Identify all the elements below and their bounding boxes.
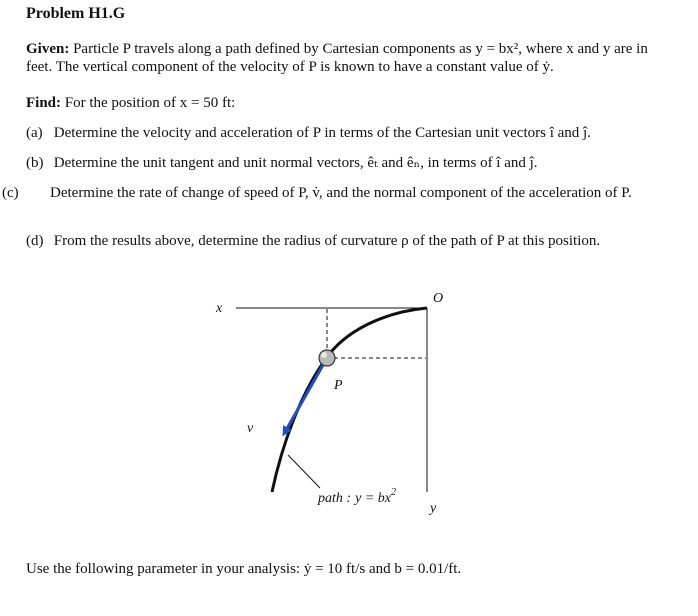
x-axis-label: x bbox=[216, 301, 223, 316]
task-text-a: Determine the velocity and acceleration of P in terms of the Cartesian unit vectors î and ĵ. bbox=[53, 125, 591, 141]
origin-label: O bbox=[433, 291, 444, 306]
path-label-text: path : bbox=[318, 491, 352, 506]
task-label-b: (b) bbox=[26, 155, 44, 171]
find-text: For the position of x = 50 ft: bbox=[64, 95, 236, 111]
parameter-footer: Use the following parameter in your analysis: ẏ = 10 ft/s and b = 0.01/ft. bbox=[26, 561, 462, 577]
y-axis-label: y bbox=[430, 501, 437, 516]
given-text: Particle P travels along a path defined by Cartesian components as y = bx², where x and y are in feet. The vertical component of the velocity of P is known to have a constant value of ẏ. bbox=[26, 41, 648, 75]
particle-p bbox=[319, 350, 335, 366]
task-text-d: From the results above, determine the radius of curvature ρ of the path of P at this position. bbox=[53, 233, 601, 249]
path-leader-line bbox=[288, 455, 320, 488]
task-text-c: Determine the rate of change of speed of P, v̇, and the normal component of the acceleration of P. bbox=[50, 185, 632, 201]
path-equation: y = bx bbox=[355, 491, 391, 506]
velocity-label: v bbox=[247, 421, 254, 436]
task-label-c: (c) bbox=[2, 185, 19, 201]
velocity-arrow bbox=[285, 358, 327, 432]
find-label: Find: bbox=[26, 95, 62, 111]
problem-title: Problem H1.G bbox=[26, 5, 126, 22]
path-exponent: 2 bbox=[390, 487, 396, 498]
given-label: Given: bbox=[26, 41, 70, 57]
task-label-a: (a) bbox=[26, 125, 43, 141]
particle-label: P bbox=[334, 378, 343, 393]
path-label bbox=[317, 487, 396, 506]
task-text-b: Determine the unit tangent and unit normal vectors, êₜ and êₙ, in terms of î and ĵ. bbox=[53, 155, 538, 171]
path-curve bbox=[272, 308, 427, 492]
task-label-d: (d) bbox=[26, 233, 44, 249]
particle-highlight bbox=[321, 352, 327, 358]
